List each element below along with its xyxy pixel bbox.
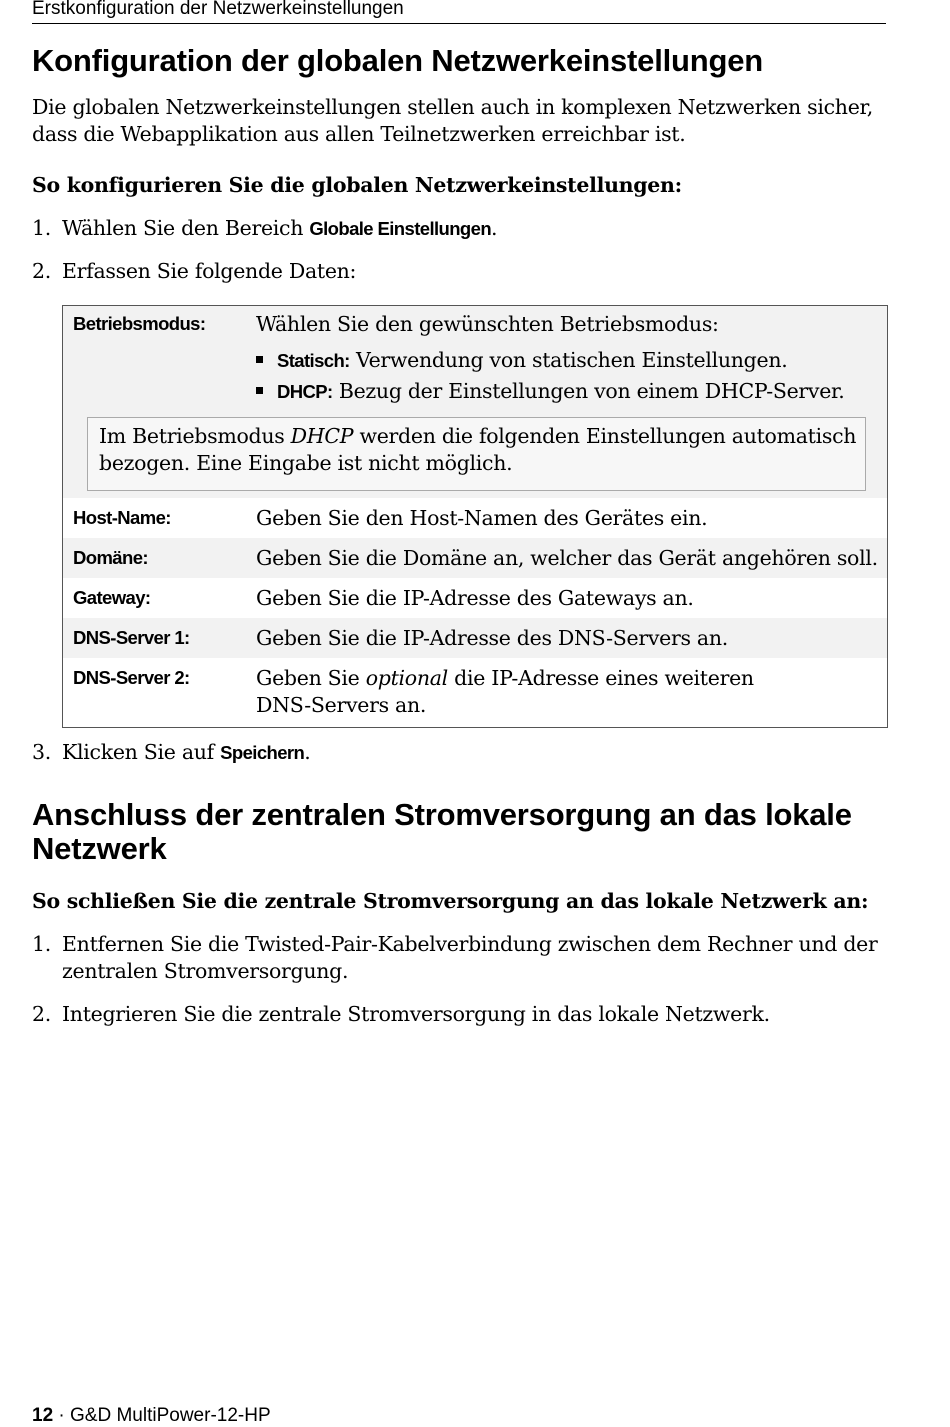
table-label: Gateway:	[73, 587, 151, 608]
step-number: 2.	[32, 1002, 51, 1026]
table-label: Host-Name:	[73, 507, 171, 528]
option-name: DHCP:	[277, 381, 333, 402]
note-box	[87, 417, 866, 491]
step-3	[32, 739, 892, 766]
desc-start: Geben Sie	[256, 666, 366, 690]
step-number: 3.	[32, 740, 51, 764]
step-text: Integrieren Sie die zentrale Stromversorgung in das lokale Netzwerk.	[62, 1002, 770, 1026]
note-emphasis: DHCP	[290, 424, 354, 448]
parameter-table	[62, 305, 888, 728]
table-desc: Geben Sie den Host-Namen des Gerätes ein.	[256, 506, 708, 530]
table-row-host-name	[63, 498, 887, 538]
bullet-icon	[256, 356, 263, 363]
option-name: Statisch:	[277, 350, 350, 371]
procedure-title: So konfigurieren Sie die globalen Netzwerkeinstellungen:	[32, 173, 682, 197]
table-label: Betriebsmodus:	[73, 313, 206, 334]
table-label: DNS-Server 1:	[73, 627, 190, 648]
table-row-dns-server-2	[63, 658, 887, 726]
table-label: DNS-Server 2:	[73, 667, 190, 688]
bullet-icon	[256, 387, 263, 394]
option-desc: Verwendung von statischen Einstellungen.	[355, 348, 788, 372]
table-desc: Geben Sie die IP-Adresse des DNS-Servers an.	[256, 626, 728, 650]
section-heading-power-supply: Anschluss der zentralen Stromversorgung an das lokale Netzwerk	[32, 797, 852, 866]
table-desc: Geben Sie die IP-Adresse des Gateways an.	[256, 586, 694, 610]
product-name: G&D MultiPower-12-HP	[70, 1405, 271, 1426]
step-text: Klicken Sie auf	[62, 740, 221, 764]
step-2	[32, 258, 892, 285]
intro-paragraph: Die globalen Netzwerkeinstellungen stellen auch in komplexen Netzwerken sicher, dass die Webapplikation aus allen Teilnetzwerken erreichbar ist.	[32, 95, 873, 146]
step-text-end: .	[491, 216, 498, 240]
step-1	[32, 215, 892, 242]
step-2	[32, 1001, 892, 1028]
page-footer	[32, 1405, 271, 1427]
table-desc	[256, 665, 776, 719]
step-text-end: .	[304, 740, 311, 764]
step-text: Erfassen Sie folgende Daten:	[62, 259, 357, 283]
note-text	[99, 423, 859, 477]
note-text-start: Im Betriebsmodus	[99, 424, 291, 448]
page-number: 12	[32, 1405, 54, 1426]
table-label: Domäne:	[73, 547, 148, 568]
option-desc: Bezug der Einstellungen von einem DHCP-Server.	[338, 379, 845, 403]
step-text: Wählen Sie den Bereich	[62, 216, 310, 240]
step-number: 1.	[32, 932, 51, 956]
step-number: 1.	[32, 216, 51, 240]
ui-reference: Globale Einstellungen	[309, 218, 492, 239]
option-dhcp	[256, 378, 845, 405]
table-desc: Wählen Sie den gewünschten Betriebsmodus:	[256, 312, 719, 336]
table-row-domaene	[63, 538, 887, 578]
desc-end: die IP-Adresse eines weiteren DNS-Servers an.	[256, 666, 754, 717]
desc-emphasis: optional	[365, 666, 448, 690]
option-statisch	[256, 347, 787, 374]
running-header: Erstkonfiguration der Netzwerkeinstellungen	[32, 0, 404, 19]
header-divider	[32, 23, 886, 24]
ui-reference: Speichern	[220, 742, 305, 763]
note-text-end: werden die folgenden Einstellungen automatisch bezogen. Eine Eingabe ist nicht möglich.	[99, 424, 857, 475]
table-row-betriebsmodus	[63, 306, 887, 498]
step-1	[32, 931, 892, 985]
section-heading-global-network: Konfiguration der globalen Netzwerkeinstellungen	[32, 43, 764, 78]
footer-separator: ·	[53, 1405, 71, 1426]
step-text: Entfernen Sie die Twisted-Pair-Kabelverbindung zwischen dem Rechner und der zentralen Stromversorgung.	[62, 932, 878, 983]
table-desc: Geben Sie die Domäne an, welcher das Gerät angehören soll.	[256, 546, 878, 570]
table-row-gateway	[63, 578, 887, 618]
table-row-dns-server-1	[63, 618, 887, 658]
procedure-title: So schließen Sie die zentrale Stromversorgung an das lokale Netzwerk an:	[32, 889, 869, 913]
step-number: 2.	[32, 259, 51, 283]
